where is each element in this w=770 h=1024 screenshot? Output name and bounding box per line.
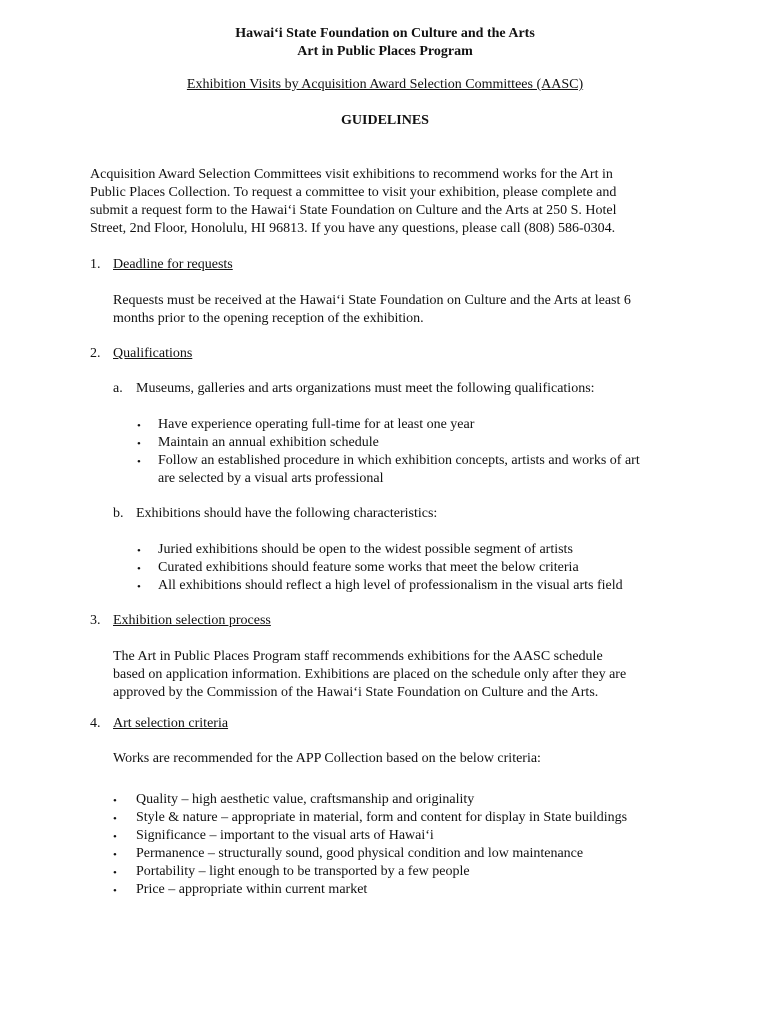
bullet-icon: •	[137, 456, 141, 468]
org-title: Hawai‘i State Foundation on Culture and the Arts	[235, 26, 535, 41]
intro-line: Street, 2nd Floor, Honolulu, HI 96813. If you have any questions, please call (808) 586-0304.	[90, 221, 616, 236]
list-item: Juried exhibitions should be open to the widest possible segment of artists	[158, 542, 573, 557]
bullet-icon: •	[113, 831, 117, 843]
bullet-icon: •	[113, 885, 117, 897]
document-subtitle: Exhibition Visits by Acquisition Award Selection Committees (AASC)	[186, 77, 584, 92]
program-title: Art in Public Places Program	[297, 44, 473, 59]
section-number: 1.	[90, 257, 101, 272]
subsection-text: Museums, galleries and arts organizations must meet the following qualifications:	[136, 381, 595, 396]
section-heading: Deadline for requests	[113, 257, 233, 272]
bullet-icon: •	[113, 849, 117, 861]
intro-line: Acquisition Award Selection Committees visit exhibitions to recommend works for the Art in	[90, 167, 613, 182]
section-heading: Exhibition selection process	[113, 613, 271, 628]
bullet-icon: •	[137, 420, 141, 432]
list-item: Maintain an annual exhibition schedule	[158, 435, 379, 450]
list-item-continuation: are selected by a visual arts professional	[158, 471, 384, 486]
section-body-line: Requests must be received at the Hawai‘i State Foundation on Culture and the Arts at least 6	[113, 293, 631, 308]
section-body-line: months prior to the opening reception of the exhibition.	[113, 311, 424, 326]
list-item: Follow an established procedure in which exhibition concepts, artists and works of art	[158, 453, 640, 468]
list-item: Have experience operating full-time for at least one year	[158, 417, 475, 432]
list-item: Price – appropriate within current market	[136, 882, 368, 897]
list-item: Curated exhibitions should feature some works that meet the below criteria	[158, 560, 579, 575]
list-item: Permanence – structurally sound, good physical condition and low maintenance	[136, 846, 584, 861]
section-number: 2.	[90, 346, 101, 361]
subsection-label: b.	[113, 506, 124, 521]
subsection-text: Exhibitions should have the following characteristics:	[136, 506, 438, 521]
section-number: 4.	[90, 716, 101, 731]
section-body-line: based on application information. Exhibitions are placed on the schedule only after they are	[113, 667, 627, 682]
bullet-icon: •	[113, 813, 117, 825]
list-item: Quality – high aesthetic value, craftsmanship and originality	[136, 792, 475, 807]
bullet-icon: •	[137, 563, 141, 575]
list-item: Significance – important to the visual arts of Hawai‘i	[136, 828, 434, 843]
section-body-line: Works are recommended for the APP Collection based on the below criteria:	[113, 751, 541, 766]
section-body-line: The Art in Public Places Program staff recommends exhibitions for the AASC schedule	[113, 649, 603, 664]
guidelines-heading: GUIDELINES	[341, 113, 429, 128]
list-item: Style & nature – appropriate in material, form and content for display in State buildings	[136, 810, 628, 825]
list-item: All exhibitions should reflect a high level of professionalism in the visual arts field	[158, 578, 623, 593]
bullet-icon: •	[137, 438, 141, 450]
bullet-icon: •	[137, 581, 141, 593]
bullet-icon: •	[137, 545, 141, 557]
section-heading: Qualifications	[113, 346, 193, 361]
bullet-icon: •	[113, 867, 117, 879]
section-number: 3.	[90, 613, 101, 628]
list-item: Portability – light enough to be transported by a few people	[136, 864, 470, 879]
section-body-line: approved by the Commission of the Hawai‘i State Foundation on Culture and the Arts.	[113, 685, 599, 700]
bullet-icon: •	[113, 795, 117, 807]
section-heading: Art selection criteria	[113, 716, 229, 731]
subsection-label: a.	[113, 381, 123, 396]
intro-line: Public Places Collection. To request a committee to visit your exhibition, please complete and	[90, 185, 617, 200]
intro-line: submit a request form to the Hawai‘i State Foundation on Culture and the Arts at 250 S. Hotel	[90, 203, 617, 218]
